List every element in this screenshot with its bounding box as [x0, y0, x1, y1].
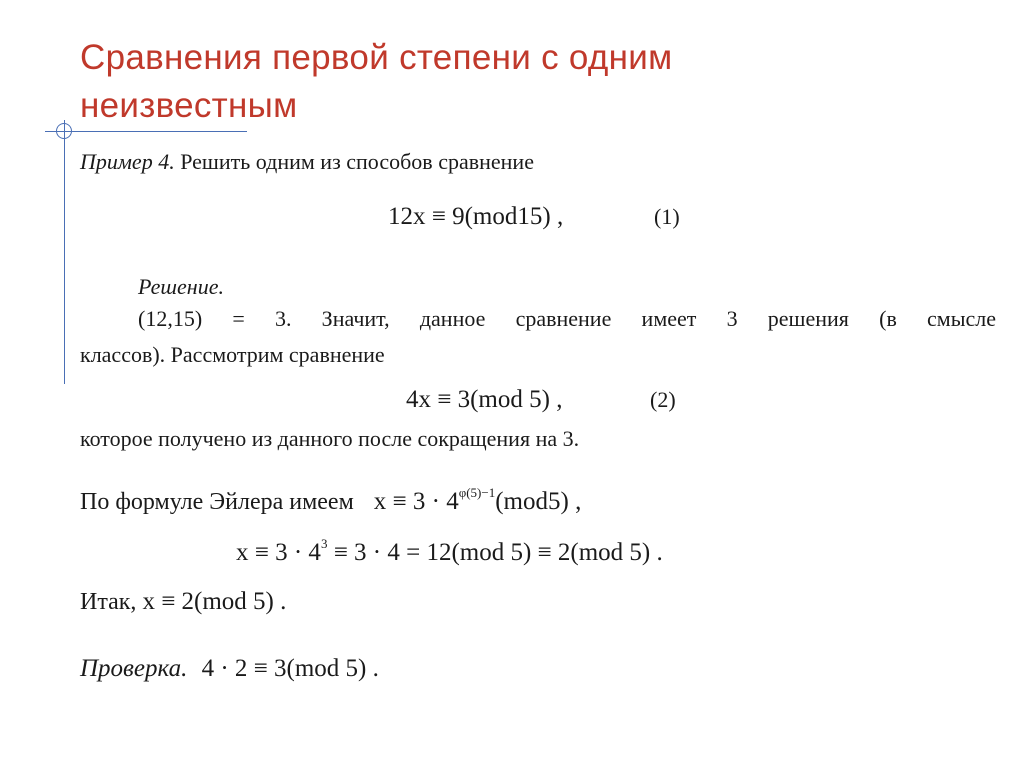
euler-text: По формуле Эйлера имеем [80, 489, 354, 515]
decorative-circle-icon [56, 123, 72, 139]
formula-2: 4x ≡ 3(mod 5) , [406, 386, 563, 413]
result-line [80, 588, 286, 616]
euler-line [80, 485, 582, 516]
formula-2-tag: (2) [650, 387, 676, 412]
example-text: Решить одним из способов сравнение [180, 149, 534, 174]
result-formula: x ≡ 2(mod 5) . [142, 588, 287, 615]
result-label: Итак, [80, 589, 137, 615]
check-line [80, 655, 379, 683]
check-label: Проверка. [80, 655, 188, 682]
calc-formula: $x \equiv 3 \cdot 4^3 \equiv 3 \cdot 4 = 12(mod$ 5) ≡ 2(mod 5) . [236, 536, 663, 566]
decorative-rule-vertical [64, 120, 65, 384]
solution-text-1: . Значит, данное сравнение имеет 3 решения (в смысле [285, 306, 997, 331]
decorative-rule-horizontal [45, 131, 247, 132]
example-label: Пример 4. [80, 149, 175, 174]
euler-formula: $x \equiv 3 \cdot 4^{\varphi(5)-1}(mod5)$ , [373, 485, 582, 515]
calc-exponent: 3 [320, 536, 328, 551]
check-formula: 4 · 2 ≡ 3(mod 5) . [201, 655, 379, 682]
gcd-formula: (12,15) = 3 [138, 306, 286, 331]
example-line [80, 148, 534, 176]
euler-exponent: φ(5)−1 [458, 485, 496, 500]
solution-line-1 [138, 305, 996, 333]
solution-line-2: классов). Рассмотрим сравнение [80, 342, 385, 367]
formula-1-tag: (1) [654, 204, 680, 229]
formula-1: 12x ≡ 9(mod15) , [388, 203, 564, 230]
slide-title: Сравнения первой степени с одним неизвестным [80, 38, 673, 125]
solution-line-3: которое получено из данного после сокращения на 3. [80, 426, 580, 451]
solution-label: Решение. [138, 274, 224, 299]
